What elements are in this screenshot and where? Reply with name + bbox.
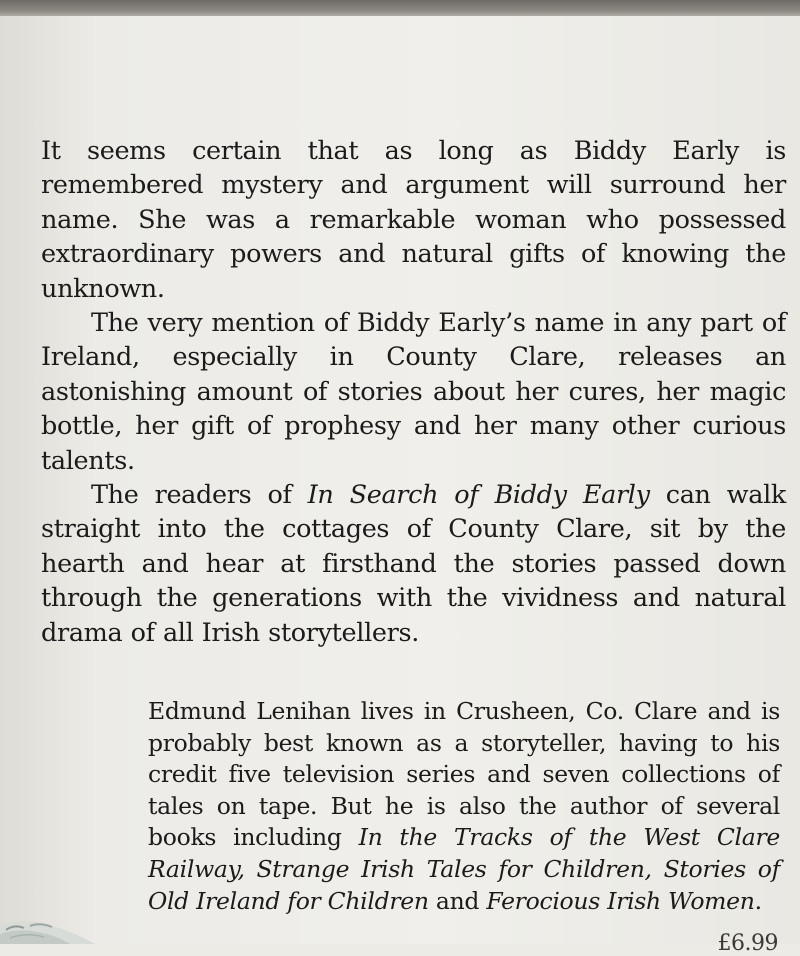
back-cover-page <box>0 16 800 956</box>
author-bio-text-3: . <box>754 886 762 915</box>
cover-blurb <box>41 134 786 650</box>
blurb-paragraph-3 <box>41 478 786 650</box>
author-bio-text-2: and <box>428 886 487 915</box>
author-bio-paragraph <box>148 696 780 917</box>
corner-illustration <box>0 904 110 944</box>
price-label: £6.99 <box>717 931 778 956</box>
author-book-ferocious-irish-women: Ferocious Irish Women <box>486 886 755 915</box>
blurb-p3-start: The readers of <box>91 480 308 511</box>
book-title-in-search-of-biddy-early: In Search of Biddy Early <box>307 480 650 511</box>
author-bio-text-1: Edmund Lenihan lives in Crusheen, Co. Clare and is probably best known as a storyteller, having to his credit five television series and seven collections of tales on tape. But he is also the author of several books including <box>148 697 780 852</box>
blurb-p3-end: can walk straight into the cottages of County Clare, sit by the hearth and hear at firsthand the stories passed down through the generations with the vividness and natural drama of all Irish storytellers. <box>41 480 786 648</box>
author-bio <box>148 696 780 917</box>
blurb-paragraph-2: The very mention of Biddy Early’s name in any part of Ireland, especially in County Clare, releases an astonishing amount of stories about her cures, her magic bottle, her gift of prophesy and her many other curious talents. <box>41 308 786 476</box>
author-book-titles: In the Tracks of the West Clare Railway, Strange Irish Tales for Children, Stories of Old Ireland for Children <box>148 823 780 915</box>
blurb-paragraph-1: It seems certain that as long as Biddy Early is remembered mystery and argument will surround her name. She was a remarkable woman who possessed extraordinary powers and natural gifts of knowing the unknown. <box>41 136 786 304</box>
